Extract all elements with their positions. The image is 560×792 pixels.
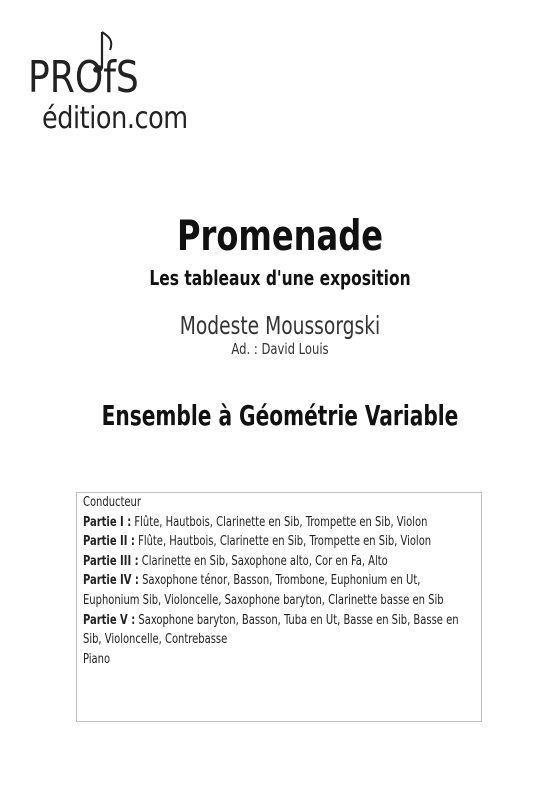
score-subtitle: Les tableaux d'une exposition xyxy=(149,266,411,290)
parts-list-box xyxy=(76,492,482,722)
part-line xyxy=(83,611,478,650)
composer-name: Modeste Moussorgski xyxy=(179,311,381,340)
part-instruments: Saxophone ténor, Basson, Trombone, Euphonium en Ut, Euphonium Sib, Violoncelle, Saxophone baryton, Clarinette basse en Sib xyxy=(83,573,444,608)
part-line xyxy=(83,513,478,533)
part-label: Partie IV : xyxy=(83,573,139,589)
part-label: Partie III : xyxy=(83,553,139,569)
piano-line: Piano xyxy=(83,651,111,667)
part-instruments: Saxophone baryton, Basson, Tuba en Ut, Basse en Sib, Basse en Sib, Violoncelle, Contrebasse xyxy=(83,612,459,648)
part-line xyxy=(83,552,478,572)
part-instruments: Flûte, Hautbois, Clarinette en Sib, Trompette en Sib, Violon xyxy=(131,514,428,530)
part-line xyxy=(83,532,478,552)
profs-edition-logo xyxy=(28,24,218,136)
score-title: Promenade xyxy=(176,211,384,260)
part-label: Partie V : xyxy=(83,612,136,628)
logo-domain-text: édition.com xyxy=(42,101,188,136)
logo-brand-text: PROfS xyxy=(28,52,139,103)
part-label: Partie I : xyxy=(83,514,132,530)
part-instruments: Flûte, Hautbois, Clarinette en Sib, Trompette en Sib, Violon xyxy=(134,534,432,550)
part-line xyxy=(83,571,478,610)
ensemble-heading: Ensemble à Géométrie Variable xyxy=(101,399,459,432)
part-instruments: Clarinette en Sib, Saxophone alto, Cor en Fa, Alto xyxy=(138,553,388,569)
arranger-credit: Ad. : David Louis xyxy=(231,340,329,358)
part-label: Partie II : xyxy=(83,534,135,550)
conductor-line: Conducteur xyxy=(83,495,141,510)
